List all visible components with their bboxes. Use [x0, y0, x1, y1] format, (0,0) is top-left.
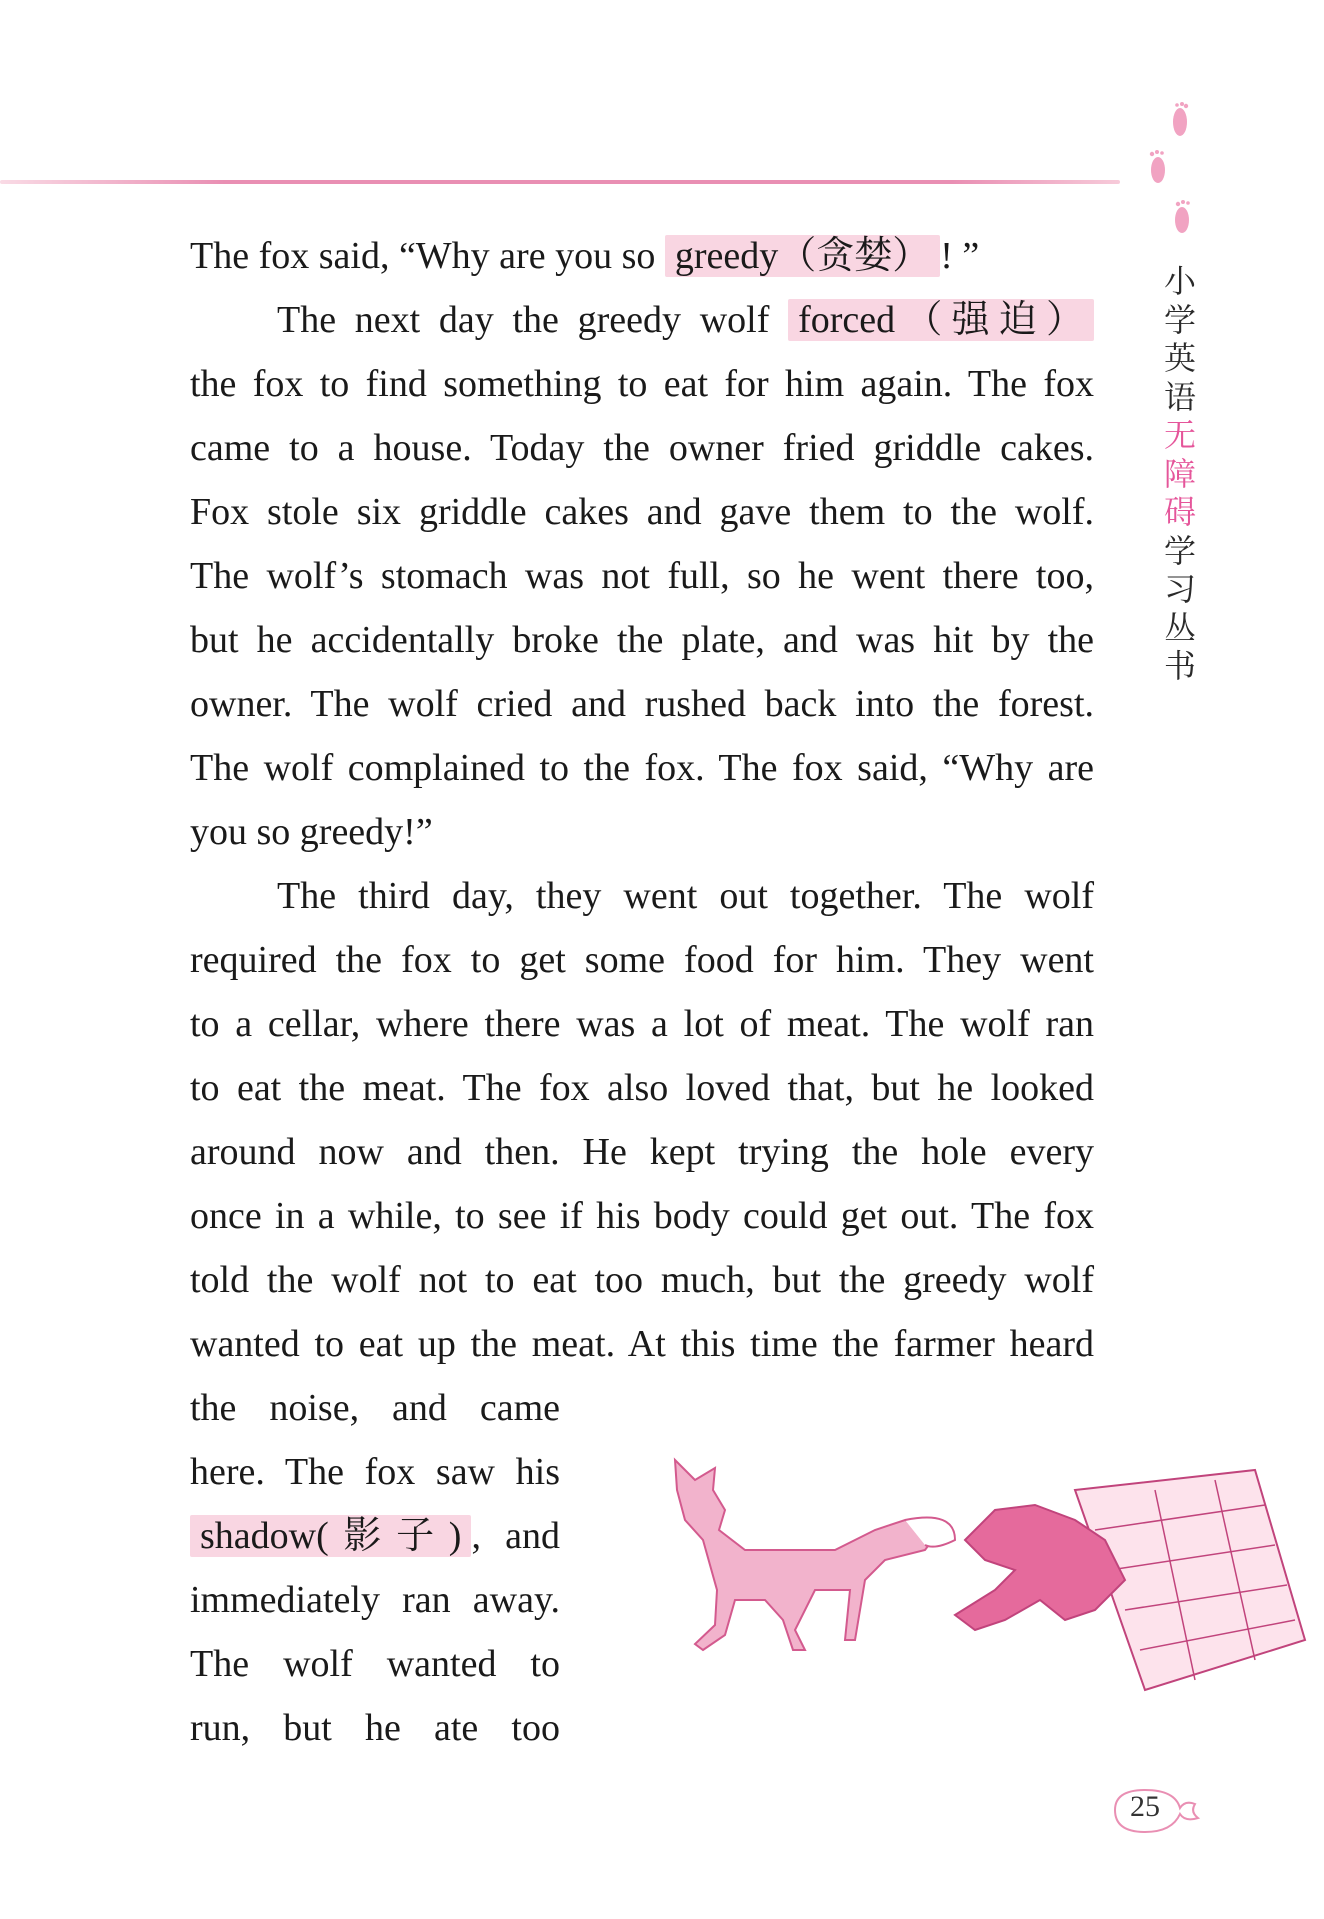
text-line: the fox to find something to eat for him again. The fox — [190, 363, 1094, 405]
series-title-char: 书 — [1163, 647, 1196, 685]
header-rule — [0, 180, 1120, 184]
text-line: you so greedy!” — [190, 811, 433, 853]
text-line: here. The fox saw his — [190, 1451, 560, 1493]
text-line: to a cellar, where there was a lot of meat. The wolf ran — [190, 1003, 1094, 1045]
text-line: immediately ran away. — [190, 1579, 560, 1621]
text-line: The wolf wanted to — [190, 1643, 560, 1685]
text-line: shadow(影子) , and — [190, 1504, 560, 1568]
text-line: came to a house. Today the owner fried griddle cakes. — [190, 427, 1094, 469]
series-title-char: 无 — [1163, 416, 1196, 454]
text-line: to eat the meat. The fox also loved that, but he looked — [190, 1067, 1094, 1109]
text-line: run, but he ate too — [190, 1707, 560, 1749]
series-title-char: 语 — [1163, 377, 1196, 416]
series-title — [1160, 262, 1200, 686]
series-title-char: 碍 — [1163, 493, 1196, 531]
text-line: The wolf’s stomach was not full, so he went there too, — [190, 555, 1094, 597]
vocab-highlight: greedy（贪婪） — [665, 235, 940, 277]
text-line: The wolf complained to the fox. The fox said, “Why are — [190, 747, 1094, 789]
text-line: wanted to eat up the meat. At this time the farmer heard — [190, 1323, 1094, 1365]
series-title-char: 小 — [1163, 262, 1196, 300]
text-line: around now and then. He kept trying the hole every — [190, 1131, 1094, 1173]
text-line: the noise, and came — [190, 1387, 560, 1429]
text-line: once in a while, to see if his body could get out. The fox — [190, 1195, 1094, 1237]
text-line: The next day the greedy wolf forced（强迫） — [190, 288, 1094, 352]
text-line: required the fox to get some food for him. They went — [190, 939, 1094, 981]
text-line: owner. The wolf cried and rushed back into the forest. — [190, 683, 1094, 725]
vocab-highlight: shadow(影子) — [190, 1515, 471, 1557]
series-title-char: 学 — [1163, 531, 1196, 570]
text-line: told the wolf not to eat too much, but the greedy wolf — [190, 1259, 1094, 1301]
series-title-char: 障 — [1163, 454, 1196, 493]
footprints-icon — [1140, 100, 1200, 240]
series-title-char: 学 — [1163, 300, 1196, 339]
series-title-char: 习 — [1163, 570, 1196, 608]
text-line: Fox stole six griddle cakes and gave them to the wolf. — [190, 491, 1094, 533]
page-number-badge — [1090, 1780, 1210, 1840]
fox-and-wolf-illustration — [655, 1450, 1324, 1750]
wolf-figure — [955, 1470, 1305, 1690]
text-line: but he accidentally broke the plate, and was hit by the — [190, 619, 1094, 661]
text-line: The fox said, “Why are you so greedy（贪婪） ! ” — [190, 235, 980, 277]
series-title-char: 丛 — [1163, 608, 1196, 647]
series-title-char: 英 — [1163, 339, 1196, 377]
fox-figure — [675, 1460, 955, 1650]
vocab-highlight: forced（强迫） — [788, 299, 1094, 341]
page-number: 25 — [1130, 1790, 1160, 1823]
text-line: The third day, they went out together. The wolf — [277, 875, 1094, 917]
